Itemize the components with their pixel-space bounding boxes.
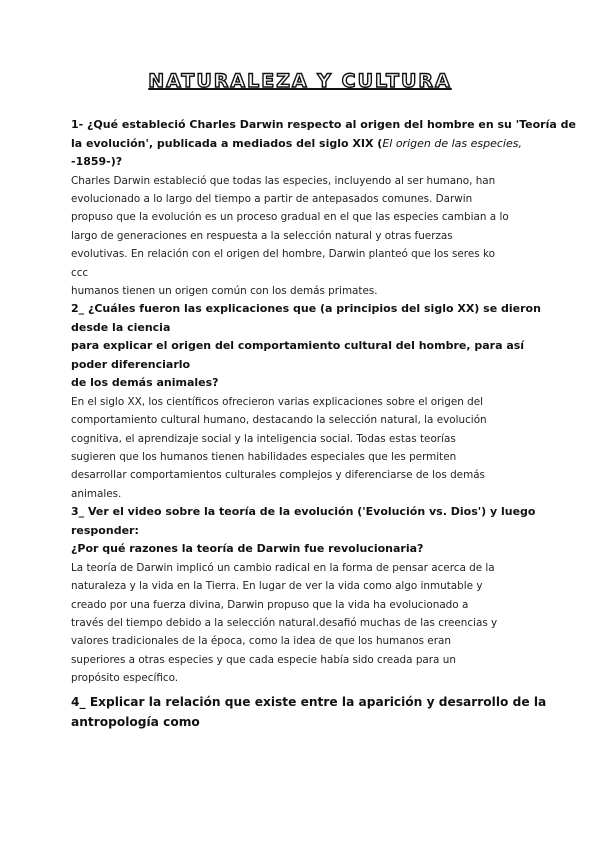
answer-line: evolucionado a lo largo del tiempo a partir de antepasados comunes. Darwin (71, 192, 473, 205)
answer-line: largo de generaciones en respuesta a la selección natural y otras fuerzas (71, 229, 453, 242)
question-3-line: ¿Por qué razones la teoría de Darwin fue revolucionaria? (71, 542, 424, 556)
answer-line: desarrollar comportamientos culturales complejos y diferenciarse de los demás (71, 469, 485, 482)
question-3-line: 3_ Ver el video sobre la teoría de la evolución ('Evolución vs. Dios') y luego (71, 505, 536, 519)
answer-line: través del tiempo debido a la selección natural.desafió muchas de las creencias y (71, 617, 498, 629)
answer-line: ccc (71, 266, 89, 279)
answer-line: creado por una fuerza divina, Darwin propuso que la vida ha evolucionado a (71, 598, 469, 611)
question-2-line: 2_ ¿Cuáles fueron las explicaciones que (a principios del siglo XX) se dieron (71, 302, 541, 316)
answer-1 (71, 172, 537, 301)
answer-line: animales. (71, 487, 122, 500)
question-1 (71, 116, 576, 172)
question-2-line: poder diferenciarlo (71, 357, 191, 371)
answer-line: comportamiento cultural humano, destacando la selección natural, la evolución (71, 414, 487, 427)
question-1-line: la evolución', publicada a mediados del siglo XIX (El origen de las especies, (71, 136, 522, 150)
answer-line: propósito específico. (71, 672, 179, 685)
answer-line: evolutivas. En relación con el origen del hombre, Darwin planteó que los seres ko (71, 248, 495, 261)
answer-3 (71, 559, 537, 688)
question-4 (71, 692, 547, 733)
question-4-line: antropología como (71, 715, 200, 730)
question-2 (71, 300, 541, 393)
document-body (71, 116, 576, 733)
answer-line: valores tradicionales de la época, como la idea de que los humanos eran (71, 635, 451, 648)
answer-line: cognitiva, el aprendizaje social y la inteligencia social. Todas estas teorías (71, 432, 456, 445)
book-title: El origen de las especies, (382, 136, 522, 150)
answer-line: propuso que la evolución es un proceso gradual en el que las especies cambian a lo (71, 211, 509, 224)
question-1-line: 1- ¿Qué estableció Charles Darwin respecto al origen del hombre en su 'Teoría de (71, 118, 576, 131)
question-4-line: 4_ Explicar la relación que existe entre la aparición y desarrollo de la (71, 694, 547, 709)
answer-line: sugieren que los humanos tienen habilidades especiales que les permiten (71, 451, 457, 464)
question-2-line: de los demás animales? (71, 376, 219, 390)
answer-line: Charles Darwin estableció que todas las especies, incluyendo al ser humano, han (71, 174, 496, 187)
answer-line: humanos tienen un origen común con los demás primates. (71, 284, 378, 297)
answer-line: superiores a otras especies y que cada especie había sido creada para un (71, 653, 456, 666)
question-2-line: desde la ciencia (71, 320, 171, 334)
question-3 (71, 503, 537, 559)
answer-line: La teoría de Darwin implicó un cambio radical en la forma de pensar acerca de la (71, 561, 495, 574)
answer-line: En el siglo XX, los científicos ofrecieron varias explicaciones sobre el origen del (71, 395, 484, 408)
answer-line: naturaleza y la vida en la Tierra. En lugar de ver la vida como algo inmutable y (71, 580, 483, 593)
page-title: NATURALEZA Y CULTURA (148, 70, 452, 92)
question-2-line: para explicar el origen del comportamiento cultural del hombre, para así (71, 339, 525, 353)
answer-2 (71, 393, 537, 503)
question-1-line: -1859-)? (71, 155, 123, 168)
question-3-line: responder: (71, 523, 139, 537)
